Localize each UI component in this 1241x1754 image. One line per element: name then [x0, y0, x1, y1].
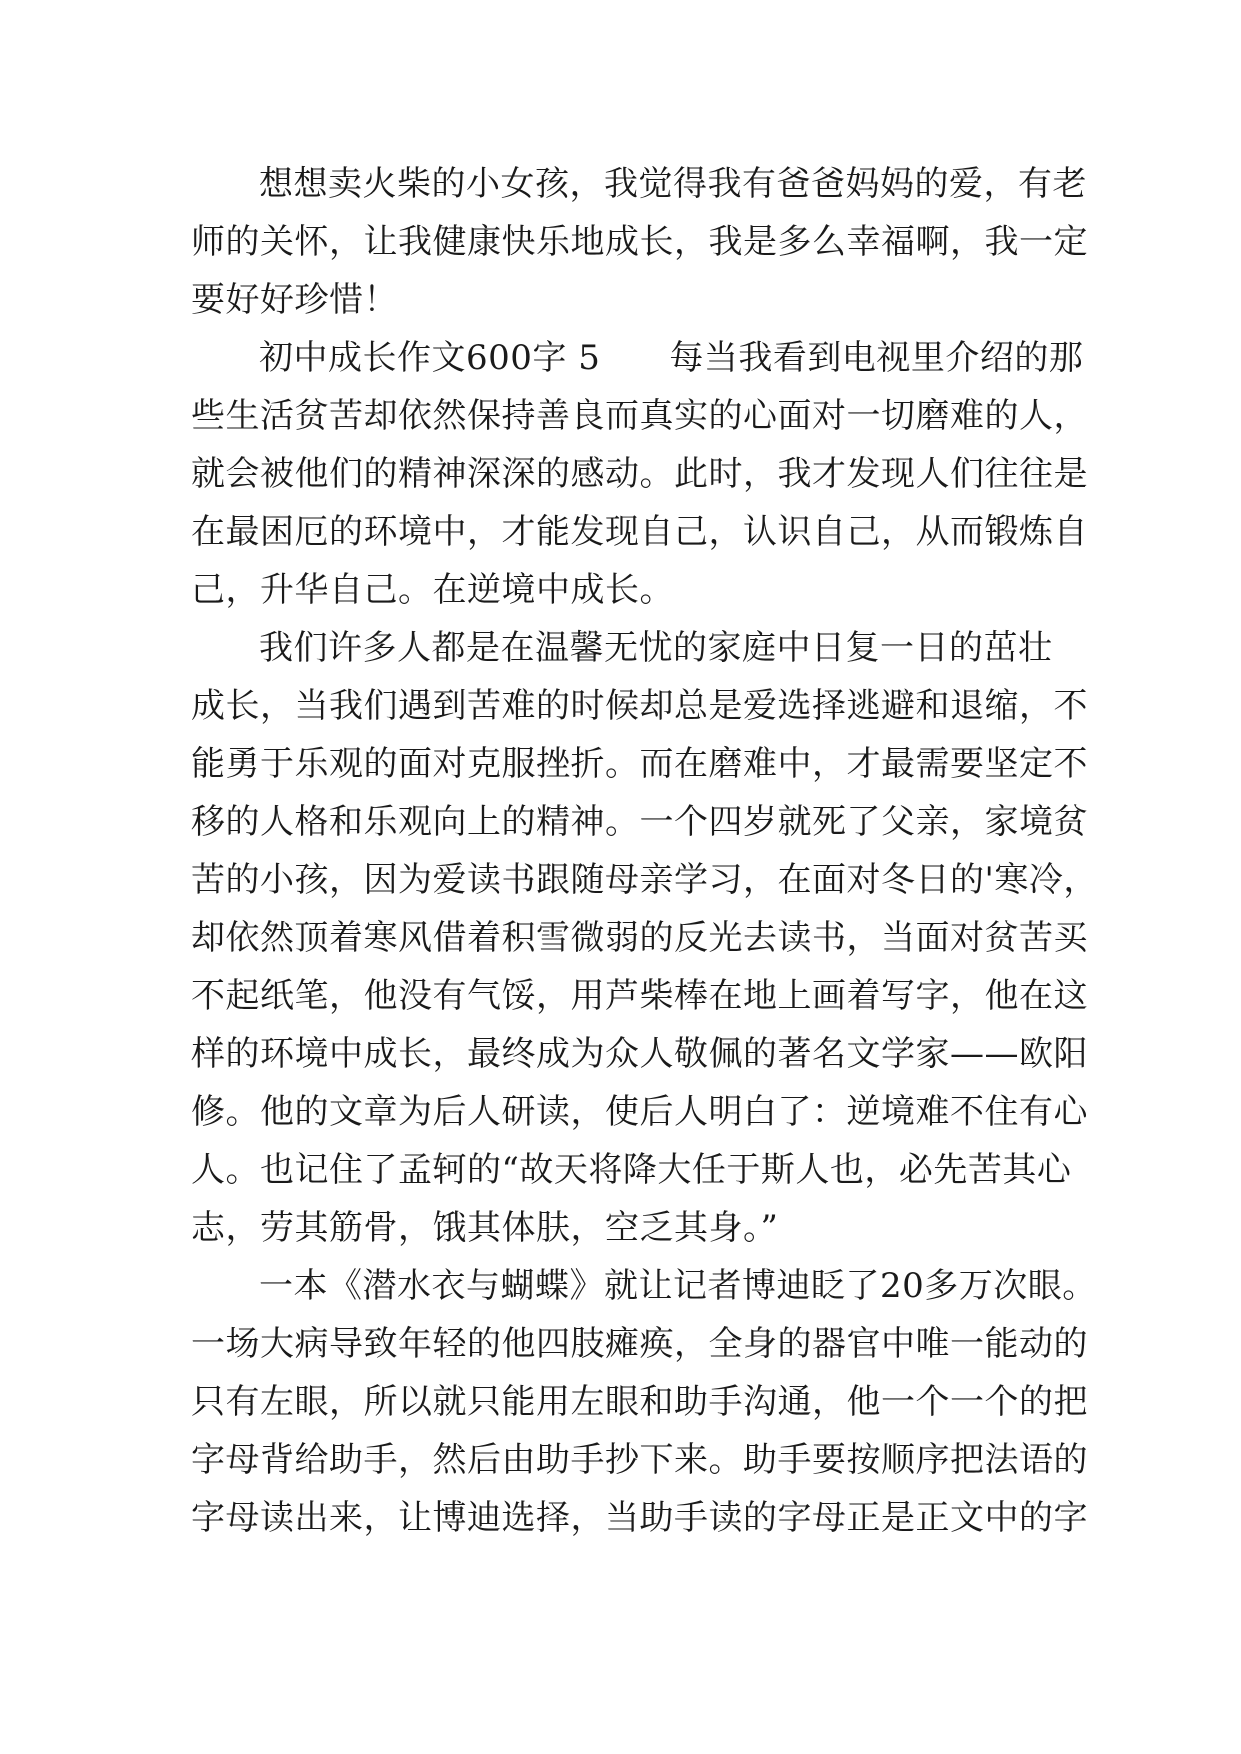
body-text — [191, 155, 1098, 1547]
text-line: 我们许多人都是在温馨无忧的家庭中日复一日的茁壮 — [259, 628, 1053, 668]
text-line: 却依然顶着寒风借着积雪微弱的反光去读书，当面对贫苦买 — [191, 918, 1088, 958]
text-line: 志，劳其筋骨，饿其体肤，空乏其身。” — [191, 1208, 779, 1248]
text-line: 一本《潜水衣与蝴蝶》就让记者博迪眨了20多万次眼。 — [259, 1266, 1097, 1306]
text-line: 成长，当我们遇到苦难的时候却总是爱选择逃避和退缩，不 — [191, 686, 1088, 726]
text-line: 不起纸笔，他没有气馁，用芦柴棒在地上画着写字，他在这 — [191, 976, 1088, 1016]
text-line: 己，升华自己。在逆境中成长。 — [191, 570, 674, 610]
text-line: 能勇于乐观的面对克服挫折。而在磨难中，才最需要坚定不 — [191, 744, 1088, 784]
text-line: 修。他的文章为后人研读，使后人明白了：逆境难不住有心 — [191, 1092, 1088, 1132]
text-line: 字母读出来，让博迪选择，当助手读的字母正是正文中的字 — [191, 1498, 1088, 1538]
text-line: 就会被他们的精神深深的感动。此时，我才发现人们往往是 — [191, 454, 1088, 494]
text-line: 字母背给助手，然后由助手抄下来。助手要按顺序把法语的 — [191, 1440, 1088, 1480]
text-line: 苦的小孩，因为爱读书跟随母亲学习，在面对冬日的'寒冷， — [191, 860, 1098, 900]
text-line: 只有左眼，所以就只能用左眼和助手沟通，他一个一个的把 — [191, 1382, 1088, 1422]
text-line: 人。也记住了孟轲的“故天将降大任于斯人也，必先苦其心 — [191, 1150, 1072, 1190]
text-line: 些生活贫苦却依然保持善良而真实的心面对一切磨难的人， — [191, 396, 1088, 436]
section-heading-line: 初中成长作文600字 5 每当我看到电视里介绍的那 — [259, 338, 1084, 378]
text-line: 想想卖火柴的小女孩，我觉得我有爸爸妈妈的爱，有老 — [259, 164, 1087, 204]
text-line: 师的关怀，让我健康快乐地成长，我是多么幸福啊，我一定 — [191, 222, 1088, 262]
text-line: 一场大病导致年轻的他四肢瘫痪，全身的器官中唯一能动的 — [191, 1324, 1088, 1364]
text-line: 样的环境中成长，最终成为众人敬佩的著名文学家——欧阳 — [191, 1034, 1088, 1074]
text-line: 在最困厄的环境中，才能发现自己，认识自己，从而锻炼自 — [191, 512, 1088, 552]
text-line: 移的人格和乐观向上的精神。一个四岁就死了父亲，家境贫 — [191, 802, 1088, 842]
text-line: 要好好珍惜！ — [191, 280, 398, 320]
